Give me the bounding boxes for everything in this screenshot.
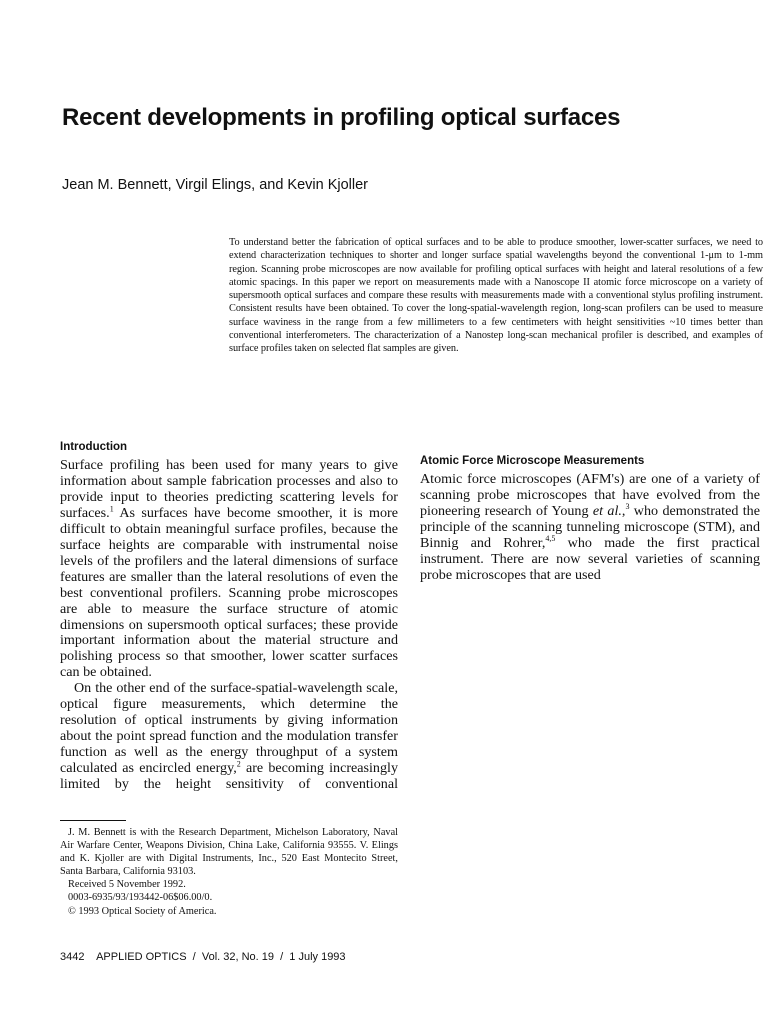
section-gap [420,440,760,454]
afm-paragraph-1 [420,472,760,584]
article-code: 0003-6935/93/193442-06$06.00/0. [68,892,213,904]
reference-3: 3 [625,502,630,512]
received-date: Received 5 November 1992. [68,879,186,891]
author-list: Jean M. Bennett, Virgil Elings, and Kevin Kjoller [62,177,369,193]
footnote-rule [60,820,126,821]
section-heading-afm: Atomic Force Microscope Measurements [420,455,645,467]
left-column [60,440,398,794]
right-column [420,440,760,584]
intro-p1-text-a: Surface profiling has been used for many years to give information about sample fabrication processes and also to provide input to theories predicting scattering levels for surfaces. [60,457,398,521]
author-affiliation: J. M. Bennett is with the Research Department, Michelson Laboratory, Naval Air Warfare Center, Weapons Division, China Lake, California 93555. V. Elings and K. Kjoller are with Digital Instruments, Inc., 520 East Montecito Street, Santa Barbara, California 93103. [60,827,398,878]
reference-1: 1 [109,504,114,514]
intro-paragraph-2 [60,681,398,794]
copyright-notice: © 1993 Optical Society of America. [68,905,217,917]
intro-p2-text-a: On the other end of the surface-spatial-wavelength scale, optical figure measurements, which determine the resolution of optical instruments by giving information about the point spread function and the modulation transfer function as well as the energy throughput of a system calculated as encircled energy, [60,680,398,777]
afm-text-4: who made the first practical instrument. There are now several varieties of scanning probe microscopes that are used [420,534,760,583]
page-footer: 3442 APPLIED OPTICS / Vol. 32, No. 19 / 1 July 1993 [60,951,346,963]
afm-text-3: who demonstrated the principle of the scanning tunneling microscope (STM), and Binnig and Rohrer, [420,502,760,551]
reference-4-5: 4,5 [545,534,556,544]
section-heading-introduction: Introduction [60,441,128,453]
afm-text-2: , [621,502,626,519]
paper-title: Recent developments in profiling optical surfaces [62,104,621,131]
intro-paragraph-1 [60,458,398,681]
abstract: To understand better the fabrication of optical surfaces and to be able to produce smoother, lower-scatter surfaces, we need to extend characterization techniques to shorter and longer surface spatial wavelengths beyond the conventional 1-μm to 1-mm region. Scanning probe microscopes are now available for profiling optical surfaces with height and lateral resolutions of a few atomic spacings. In this paper we report on measurements made with a Nanoscope II atomic force microscope on a variety of supersmooth optical surfaces and compare these results with measurements made with a conventional stylus profiling instrument. Consistent results have been obtained. To cover the long-spatial-wavelength region, long-scan profilers can be used to measure surface waviness in the range from a few millimeters to a few centimeters with height sensitivities ~10 times better than conventional interferometers. The characterization of a Nanostep long-scan mechanical profiler is described, and examples of surface profiles taken on selected flat samples are given. [229,237,763,355]
afm-text-1: Atomic force microscopes (AFM's) are one of a variety of scanning probe microscopes that have evolved from the pioneering research of Young [420,471,760,519]
intro-p2-text-b: are becoming increasingly limited by the height sensitivity of conventional [60,760,398,793]
intro-p1-text-b: As surfaces have become smoother, it is more difficult to obtain meaningful surface profiles, because the surface heights are comparable with instrumental noise levels of the profilers and the lateral dimensions of surface features are smaller than the lateral resolutions of even the best conventional profilers. Scanning probe microscopes are able to measure the surface structure of atomic dimensions on supersmooth optical surfaces; these provide important information about the material structure and polishing process so that smoother, lower scatter surfaces can be obtained. [60,504,398,681]
footnotes [60,826,398,918]
reference-2: 2 [236,759,241,769]
afm-et-al: et al. [592,502,622,519]
